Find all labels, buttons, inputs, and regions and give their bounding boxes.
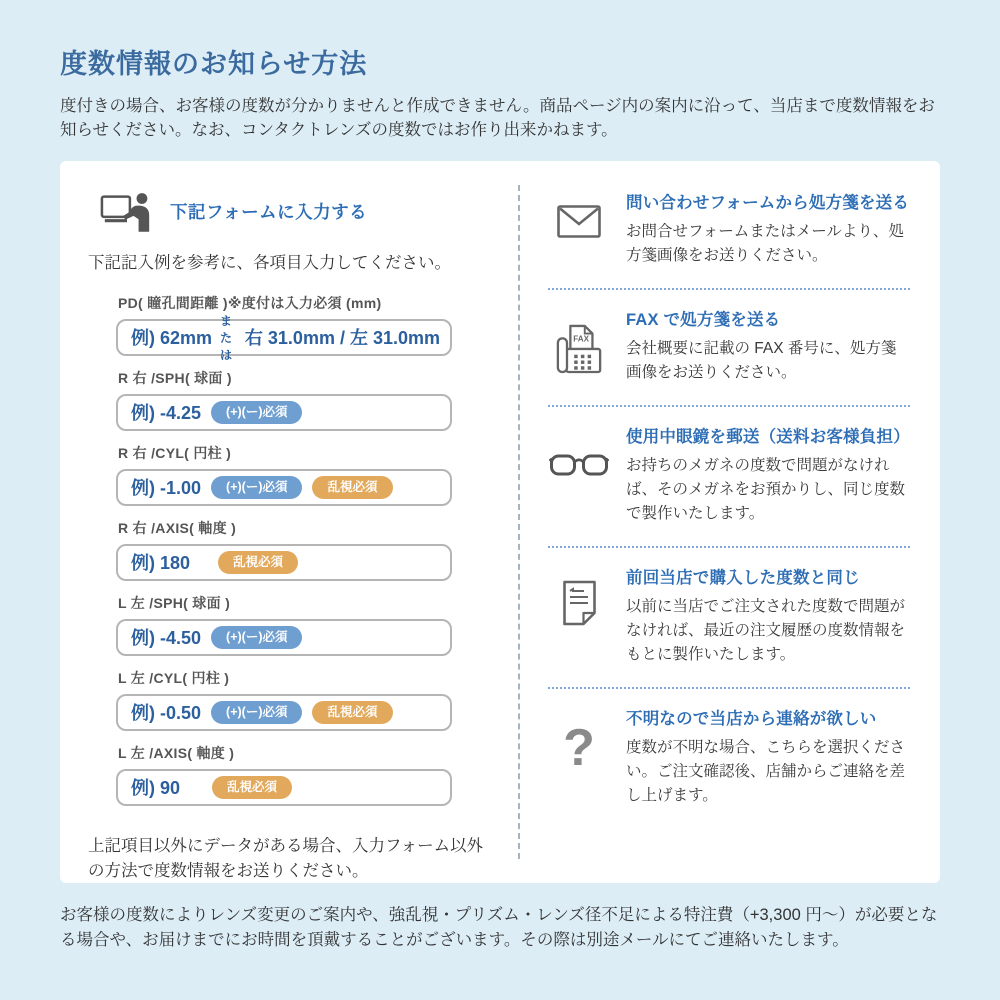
field-example-l-axis [116, 769, 452, 806]
sign-required-badge: (+)(ー)必須 [211, 476, 302, 499]
method-body: 以前に当店でご注文された度数で問題がなければ、最近の注文履歴の度数情報をもとに製作いたします。 [626, 597, 906, 663]
form-entry-section [86, 185, 506, 880]
method-title: FAX で処方箋を送る [626, 310, 781, 329]
method-fax [548, 290, 910, 407]
astigmatism-required-badge: 乱視必須 [312, 701, 392, 724]
pd-example-or: または [220, 313, 233, 362]
field-example-value: 例) -1.00 [131, 478, 202, 499]
question-icon [548, 705, 610, 808]
page-title: 度数情報のお知らせ方法 [60, 49, 368, 79]
method-mail-glasses [548, 407, 910, 548]
field-label-l-sph: L 左 /SPH( 球面 ) [118, 594, 231, 611]
field-label-r-sph: R 右 /SPH( 球面 ) [118, 369, 232, 386]
field-example-value: 例) 180 [131, 553, 191, 574]
form-entry-header [86, 191, 506, 233]
form-note: 上記項目以外にデータがある場合、入力フォーム以外の方法で度数情報をお送りください。 [88, 836, 484, 880]
method-title: 不明なので当店から連絡が欲しい [626, 710, 877, 728]
sign-required-badge: (+)(ー)必須 [211, 701, 302, 724]
envelope-icon [548, 189, 610, 268]
method-title: 使用中眼鏡を郵送（送料お客様負担） [626, 427, 910, 446]
fax-icon [548, 306, 610, 385]
method-body: お問合せフォームまたはメールより、処方箋画像をお送りください。 [626, 222, 904, 264]
method-title: 問い合わせフォームから処方箋を送る [626, 193, 910, 212]
alternative-methods-section [518, 185, 940, 859]
method-body: 会社概要に記載の FAX 番号に、処方箋画像をお送りください。 [626, 339, 897, 381]
document-icon [548, 564, 610, 667]
method-body: お持ちのメガネの度数で問題がなければ、そのメガネをお預かりし、同じ度数で製作いたします。 [626, 456, 906, 522]
form-entry-icon [100, 191, 154, 233]
method-content [626, 564, 910, 667]
method-contact-form [548, 185, 910, 290]
method-contact-me [548, 689, 910, 828]
field-example-value: 例) 90 [131, 778, 181, 799]
astigmatism-required-badge: 乱視必須 [218, 551, 298, 574]
field-example-value: 例) -4.50 [131, 628, 202, 649]
field-label-l-axis: L 左 /AXIS( 軸度 ) [118, 744, 235, 761]
field-label-l-cyl: L 左 /CYL( 円柱 ) [118, 669, 230, 686]
method-content [626, 705, 910, 808]
glasses-icon [548, 423, 610, 526]
intro-text: 度付きの場合、お客様の度数が分かりませんと作成できません。商品ページ内の案内に沿って、当店まで度数情報をお知らせください。なお、コンタクトレンズの度数ではお作り出来かねます。 [60, 97, 935, 139]
astigmatism-required-badge: 乱視必須 [212, 776, 292, 799]
method-title: 前回当店で購入した度数と同じ [626, 568, 860, 587]
method-content [626, 189, 910, 268]
field-example-value: 例) -0.50 [131, 703, 202, 724]
pd-example-rest: 右 31.0mm / 左 31.0mm [244, 328, 440, 349]
field-label-r-cyl: R 右 /CYL( 円柱 ) [118, 444, 232, 461]
field-example-r-sph [116, 394, 452, 431]
example-fields [86, 293, 506, 806]
method-content [626, 423, 910, 526]
sign-required-badge: (+)(ー)必須 [211, 626, 302, 649]
field-label-pd: PD( 瞳孔間距離 )※度付は入力必須 (mm) [118, 294, 382, 311]
pd-example-main: 例) 62mm [131, 328, 213, 349]
field-example-r-cyl [116, 469, 452, 506]
method-body: 度数が不明な場合、こちらを選択ください。ご注文確認後、店舗からご連絡を差し上げます。 [626, 739, 906, 805]
field-example-l-cyl [116, 694, 452, 731]
field-example-value: 例) -4.25 [131, 403, 202, 424]
astigmatism-required-badge: 乱視必須 [312, 476, 392, 499]
footer-note: お客様の度数によりレンズ変更のご案内や、強乱視・プリズム・レンズ径不足による特注費（+3,300 円〜）が必要となる場合や、お届けまでにお時間を頂戴することがございます。その際は別途メールにてご連絡いたします。 [60, 905, 938, 950]
field-label-r-axis: R 右 /AXIS( 軸度 ) [118, 519, 237, 536]
method-previous-order [548, 548, 910, 689]
form-entry-heading: 下記フォームに入力する [170, 202, 368, 223]
sign-required-badge: (+)(ー)必須 [211, 401, 302, 424]
field-example-l-sph [116, 619, 452, 656]
field-example-r-axis [116, 544, 452, 581]
form-instruction: 下記記入例を参考に、各項目入力してください。 [88, 253, 451, 272]
methods-panel [60, 161, 940, 883]
question-glyph: ? [563, 719, 595, 777]
field-example-pd [116, 313, 452, 362]
fax-icon-label: FAX [573, 334, 590, 344]
method-content [626, 306, 910, 385]
